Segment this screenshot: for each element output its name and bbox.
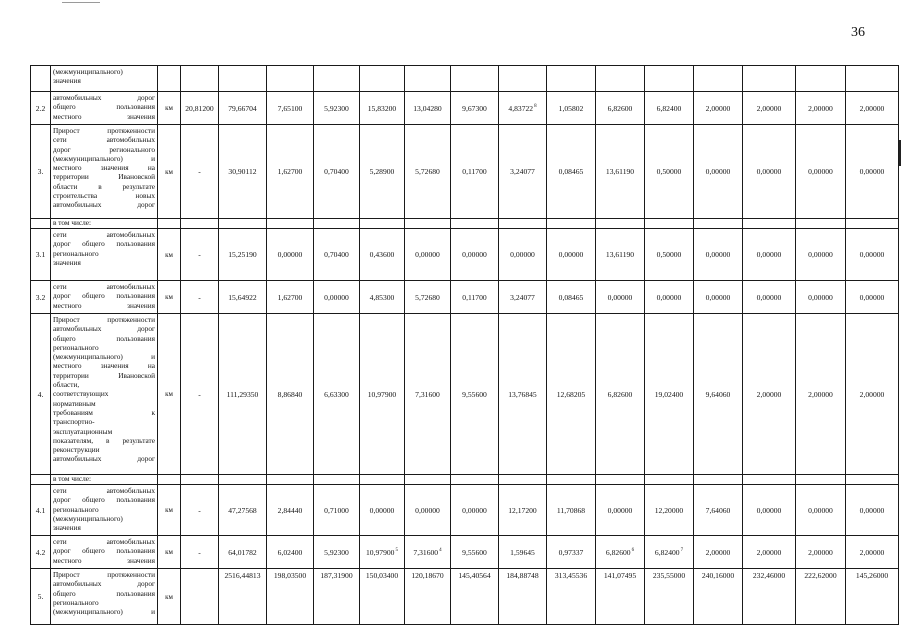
- value-cell: 4,85300: [360, 281, 405, 314]
- value-cell: 7,65100: [267, 92, 314, 125]
- value-cell: 2,00000: [846, 92, 899, 125]
- value-cell: [547, 475, 596, 485]
- value-cell: [694, 475, 743, 485]
- value-cell: 0,00000: [743, 485, 796, 536]
- value-cell: 1,62700: [267, 125, 314, 219]
- table-row: [31, 475, 899, 485]
- value-cell: 0,00000: [796, 485, 846, 536]
- value-cell: 5,92300: [314, 92, 360, 125]
- value-cell: 0,00000: [451, 229, 499, 281]
- table-row: [31, 569, 899, 625]
- value-cell: 0,00000: [694, 125, 743, 219]
- value-cell: 141,07495: [596, 569, 645, 625]
- unit-cell: км: [158, 536, 181, 569]
- value-cell: 0,00000: [499, 229, 547, 281]
- unit-cell: км: [158, 281, 181, 314]
- value-cell: 19,02400: [645, 314, 694, 475]
- value-cell: [796, 66, 846, 92]
- value-cell: 13,61190: [596, 229, 645, 281]
- row-number: 4.: [31, 314, 51, 475]
- value-cell: 0,08465: [547, 125, 596, 219]
- value-cell: 0,00000: [846, 229, 899, 281]
- row-number: 4.2: [31, 536, 51, 569]
- value-text: 7,31600: [413, 547, 439, 557]
- footnote-marker: 8: [534, 103, 537, 109]
- value-cell: 2516,44813: [219, 569, 267, 625]
- value-cell: [694, 219, 743, 229]
- value-cell: [181, 475, 219, 485]
- unit-cell: км: [158, 569, 181, 625]
- value-cell: 13,76845: [499, 314, 547, 475]
- value-cell: [796, 219, 846, 229]
- value-cell: 10,97900: [360, 314, 405, 475]
- value-cell: 120,18670: [405, 569, 451, 625]
- unit-cell: км: [158, 125, 181, 219]
- value-cell: 15,64922: [219, 281, 267, 314]
- row-number: [31, 219, 51, 229]
- value-cell: [267, 219, 314, 229]
- value-cell: 111,29350: [219, 314, 267, 475]
- value-cell: 12,17200: [499, 485, 547, 536]
- row-number: 2.2: [31, 92, 51, 125]
- value-cell: [360, 536, 405, 569]
- value-cell: 2,00000: [743, 92, 796, 125]
- value-cell: 0,00000: [596, 485, 645, 536]
- unit-cell: км: [158, 92, 181, 125]
- value-cell: 1,59645: [499, 536, 547, 569]
- value-cell: 0,97337: [547, 536, 596, 569]
- value-cell: 13,04280: [405, 92, 451, 125]
- value-cell: 64,01782: [219, 536, 267, 569]
- value-cell: [499, 475, 547, 485]
- value-cell: 2,00000: [743, 314, 796, 475]
- value-cell: 9,64060: [694, 314, 743, 475]
- value-cell: [596, 219, 645, 229]
- value-cell: 145,26000: [846, 569, 899, 625]
- footnote-marker: 7: [680, 547, 684, 553]
- value-cell: [451, 475, 499, 485]
- value-cell: 145,40564: [451, 569, 499, 625]
- value-cell: [219, 475, 267, 485]
- value-cell: 313,45536: [547, 569, 596, 625]
- value-cell: 0,00000: [796, 229, 846, 281]
- footnote-marker: 6: [631, 547, 635, 553]
- value-cell: [547, 66, 596, 92]
- value-cell: 2,00000: [796, 314, 846, 475]
- unit-cell: [158, 66, 181, 92]
- value-cell: 150,03400: [360, 569, 405, 625]
- value-cell: [694, 66, 743, 92]
- value-text: 4,83722: [508, 103, 534, 113]
- value-cell: 0,00000: [694, 281, 743, 314]
- scan-artifact-line: [62, 2, 100, 3]
- value-cell: 1,62700: [267, 281, 314, 314]
- row-description: в том числе:: [51, 475, 158, 485]
- value-cell: 0,00000: [405, 485, 451, 536]
- value-cell: -: [181, 314, 219, 475]
- value-cell: 2,84440: [267, 485, 314, 536]
- value-cell: 6,63300: [314, 314, 360, 475]
- value-cell: [596, 475, 645, 485]
- value-cell: 0,11700: [451, 125, 499, 219]
- value-cell: 11,70868: [547, 485, 596, 536]
- value-cell: 30,90112: [219, 125, 267, 219]
- value-cell: [846, 219, 899, 229]
- value-cell: 15,83200: [360, 92, 405, 125]
- value-cell: [645, 219, 694, 229]
- value-cell: 0,11700: [451, 281, 499, 314]
- value-cell: [405, 66, 451, 92]
- scan-artifact-bar: [899, 140, 901, 166]
- value-cell: [314, 475, 360, 485]
- footnote-marker: 5: [395, 547, 398, 553]
- value-cell: 0,43600: [360, 229, 405, 281]
- value-cell: [451, 66, 499, 92]
- value-cell: 6,02400: [267, 536, 314, 569]
- value-cell: 0,00000: [645, 281, 694, 314]
- value-cell: 5,72680: [405, 125, 451, 219]
- value-cell: [846, 66, 899, 92]
- value-cell: [743, 219, 796, 229]
- value-cell: 0,50000: [645, 229, 694, 281]
- value-cell: [547, 219, 596, 229]
- value-cell: [314, 66, 360, 92]
- value-cell: 2,00000: [796, 536, 846, 569]
- value-cell: 7,31600: [405, 314, 451, 475]
- value-cell: 20,81200: [181, 92, 219, 125]
- value-text: 10,97900: [366, 547, 395, 557]
- table-row: [31, 485, 899, 536]
- row-description: (межмуниципального) значения: [51, 66, 158, 92]
- value-cell: 0,00000: [796, 281, 846, 314]
- value-cell: [645, 475, 694, 485]
- value-cell: 2,00000: [846, 314, 899, 475]
- value-cell: [499, 66, 547, 92]
- row-description: Прирост протяженности автомобильных дорог общего пользования регионального (межмуниципального) и: [51, 569, 158, 625]
- row-description: сети автомобильных дорог общего пользования местного значения: [51, 536, 158, 569]
- row-number: 3.: [31, 125, 51, 219]
- value-cell: [596, 66, 645, 92]
- table-row: [31, 281, 899, 314]
- value-cell: 2,00000: [796, 92, 846, 125]
- value-cell: 184,88748: [499, 569, 547, 625]
- table-row: [31, 314, 899, 475]
- value-cell: 9,55600: [451, 314, 499, 475]
- value-cell: 12,68205: [547, 314, 596, 475]
- row-number: 3.1: [31, 229, 51, 281]
- value-cell: [360, 219, 405, 229]
- unit-cell: [158, 475, 181, 485]
- value-cell: [267, 66, 314, 92]
- value-cell: [796, 475, 846, 485]
- value-cell: 0,70400: [314, 125, 360, 219]
- value-cell: [645, 66, 694, 92]
- value-cell: 0,00000: [360, 485, 405, 536]
- value-cell: 0,00000: [846, 485, 899, 536]
- row-description: в том числе:: [51, 219, 158, 229]
- value-cell: 0,00000: [743, 229, 796, 281]
- value-cell: [360, 475, 405, 485]
- value-cell: 12,20000: [645, 485, 694, 536]
- value-cell: 6,82600: [596, 314, 645, 475]
- value-cell: 232,46000: [743, 569, 796, 625]
- value-cell: 3,24077: [499, 125, 547, 219]
- value-cell: 0,00000: [743, 125, 796, 219]
- table-row: [31, 219, 899, 229]
- table-row: [31, 125, 899, 219]
- value-cell: 47,27568: [219, 485, 267, 536]
- value-cell: 222,62000: [796, 569, 846, 625]
- value-cell: 0,00000: [405, 229, 451, 281]
- value-cell: [219, 66, 267, 92]
- value-cell: [181, 219, 219, 229]
- value-cell: [743, 475, 796, 485]
- value-cell: 7,64060: [694, 485, 743, 536]
- value-cell: 0,00000: [314, 281, 360, 314]
- value-cell: 0,00000: [267, 229, 314, 281]
- value-cell: 9,67300: [451, 92, 499, 125]
- unit-cell: км: [158, 314, 181, 475]
- value-cell: 13,61190: [596, 125, 645, 219]
- value-cell: [405, 219, 451, 229]
- value-cell: 0,00000: [796, 125, 846, 219]
- value-cell: 0,00000: [846, 125, 899, 219]
- value-cell: 79,66704: [219, 92, 267, 125]
- value-cell: -: [181, 281, 219, 314]
- table-row: [31, 536, 899, 569]
- value-cell: 235,55000: [645, 569, 694, 625]
- value-cell: -: [181, 485, 219, 536]
- table-row: [31, 92, 899, 125]
- value-cell: 5,72680: [405, 281, 451, 314]
- value-cell: 5,92300: [314, 536, 360, 569]
- value-cell: 0,00000: [451, 485, 499, 536]
- value-cell: 6,82600: [596, 92, 645, 125]
- value-cell: [405, 475, 451, 485]
- value-text: 6,82400: [654, 547, 680, 557]
- value-cell: 2,00000: [694, 536, 743, 569]
- value-cell: [267, 475, 314, 485]
- value-cell: 2,00000: [846, 536, 899, 569]
- value-cell: [181, 66, 219, 92]
- value-cell: [499, 92, 547, 125]
- value-cell: 0,08465: [547, 281, 596, 314]
- value-cell: 198,03500: [267, 569, 314, 625]
- row-description: сети автомобильных дорог общего пользования местного значения: [51, 281, 158, 314]
- value-cell: 8,86840: [267, 314, 314, 475]
- value-cell: 0,70400: [314, 229, 360, 281]
- table-row: [31, 229, 899, 281]
- value-cell: [405, 536, 451, 569]
- value-cell: 0,00000: [846, 281, 899, 314]
- value-cell: 2,00000: [694, 92, 743, 125]
- value-cell: 3,24077: [499, 281, 547, 314]
- value-cell: [846, 475, 899, 485]
- row-number: [31, 66, 51, 92]
- value-cell: [181, 569, 219, 625]
- value-cell: [645, 536, 694, 569]
- row-number: [31, 475, 51, 485]
- value-cell: [219, 219, 267, 229]
- data-table: [30, 65, 899, 625]
- row-description: сети автомобильных дорог общего пользования регионального значения: [51, 229, 158, 281]
- row-description: Прирост протяженности автомобильных дорог общего пользования регионального (межмуниципального) и местного значения на территории Ивановской области, соответствующих нормативным требованиям к транспортно- эксплуатационным показателям, в результате реконструкции автомобильных дорог: [51, 314, 158, 475]
- row-description: сети автомобильных дорог общего пользования регионального (межмуниципального) значения: [51, 485, 158, 536]
- unit-cell: км: [158, 485, 181, 536]
- unit-cell: км: [158, 229, 181, 281]
- value-cell: 0,71000: [314, 485, 360, 536]
- row-description: Прирост протяженности сети автомобильных дорог регионального (межмуниципального) и местного значения на территории Ивановской области в результате строительства новых автомобильных дорог: [51, 125, 158, 219]
- value-cell: 0,00000: [694, 229, 743, 281]
- value-cell: 0,50000: [645, 125, 694, 219]
- footnote-marker: 4: [439, 547, 442, 553]
- value-cell: [451, 219, 499, 229]
- value-cell: 0,00000: [596, 281, 645, 314]
- value-cell: -: [181, 229, 219, 281]
- row-number: 4.1: [31, 485, 51, 536]
- value-cell: 2,00000: [743, 536, 796, 569]
- value-cell: 15,25190: [219, 229, 267, 281]
- value-cell: -: [181, 125, 219, 219]
- value-cell: 0,00000: [743, 281, 796, 314]
- table-container: [30, 65, 898, 625]
- value-cell: 1,05802: [547, 92, 596, 125]
- value-cell: [596, 536, 645, 569]
- value-cell: [743, 66, 796, 92]
- value-cell: 5,28900: [360, 125, 405, 219]
- page-number: 36: [851, 25, 865, 40]
- row-number: 3.2: [31, 281, 51, 314]
- row-description: автомобильных дорог общего пользования местного значения: [51, 92, 158, 125]
- value-cell: 9,55600: [451, 536, 499, 569]
- value-cell: 240,16000: [694, 569, 743, 625]
- value-cell: [360, 66, 405, 92]
- value-cell: 0,00000: [547, 229, 596, 281]
- value-cell: [314, 219, 360, 229]
- value-cell: 6,82400: [645, 92, 694, 125]
- value-cell: [499, 219, 547, 229]
- unit-cell: [158, 219, 181, 229]
- row-number: 5.: [31, 569, 51, 625]
- value-cell: 187,31900: [314, 569, 360, 625]
- value-cell: -: [181, 536, 219, 569]
- table-row: [31, 66, 899, 92]
- value-text: 6,82600: [605, 547, 631, 557]
